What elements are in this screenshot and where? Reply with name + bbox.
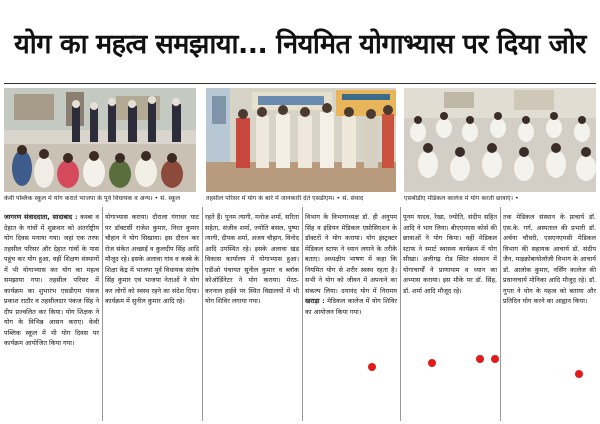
- photo-caption: एसबीडीए मेडिकल कालेज में योग करतीं छात्राएं। •: [404, 195, 519, 202]
- article-column-5: [403, 212, 497, 420]
- column-divider: [500, 207, 501, 421]
- body-text: योगाभ्यास कराया। दौराला गंगाधर घाट पर डॉक्टर्सी राजेश कुमार, निरत कुमार चौहान ने योग सिखाया। इस दौरान कर रोज संकेत अच्छाई व कुलदीप सिंह आदि मौजूद रहे। इसके अलावा गांव व कस्बे के शिक्षा केंद्र में भाजपा पूर्व विधायक संतोष सिंह कुमार एवं भाजपा नेताओं ने योग कर लोगों को स्वस्थ रहने का संदेश दिया। कार्यक्रम में सुनील कुमार आदि रहे।: [105, 213, 199, 305]
- dateline: खराड़ा :: [305, 297, 325, 305]
- body-text: तक मेडिकल संस्थान के प्राचार्य डॉ. एस.के. गर्ग, अस्पताल की प्रभारी डॉ. अर्चना चौधरी, एसएनएमसी मेडिकल विभाग की सहायक आचार्य डॉ. संदीप जैन, माइक्रोबायोलॉजी विभाग के आचार्य डॉ. आलोक कुमार, नर्सिंग कालेज की प्रधानाचार्य मोनिका आदि मौजूद रहे। डॉ. गुप्ता ने योग के महत्व को बताया और प्रतिदिन योग करने का आह्वान किया।: [503, 213, 596, 305]
- dateline: जागरण संवाददाता, सादाबाद :: [4, 213, 78, 221]
- body-text: कस्बा व देहात के गांवों में शुक्रवार को अंतर्राष्ट्रीय योग दिवस मनाया गया। जहां एक तरफ तहसील परिसर और देहात गांवों के पास पहुंच कर योग हुआ, वहीं शिक्षण संस्थानों में भी योगाभ्यास कर योग का महत्व समझाया गया। तहसील परिसर में कार्यक्रम का शुभारंभ एसडीएम पंकज प्रकाश राठौर व तहसीलदार पंकज सिंह ने दीप प्रज्वलित कर किया। योग शिक्षक ने योग के विभिन्न आसन कराए। केवी पब्लिक स्कूल में भी योग दिवस पर कार्यक्रम आयोजित किया गया।: [4, 213, 99, 347]
- subhead-text: दयानंद योग में निरामय: [341, 286, 397, 295]
- column-divider: [202, 207, 203, 421]
- body-text: मेडिकल कालेज में योग शिविर का आयोजन किया गया।: [305, 297, 397, 316]
- article-column-4: [305, 212, 397, 420]
- photo-caption: केवी पब्लिक स्कूल में योग कराते भाजपा के पूर्व विधायक व अन्य। • सं. स्कूल: [4, 195, 180, 202]
- photo-medical-college-yoga: [404, 88, 596, 192]
- column-divider: [102, 207, 103, 421]
- article-column-1: [4, 212, 99, 420]
- article-column-3: [205, 212, 299, 420]
- body-text: पूनम यादव, रेखा, ज्योति, संदीप सहित आदि ने भाग लिया। बीएएमएस कोर्स की छात्राओं ने योग किया। वहीं मेडिकल स्टाफ ने स्मार्ट स्वास्थ्य कार्यक्रम में योग सीखा। अलीगढ़ रोड स्थित संस्थान में योगाचार्यों ने प्राणायाम व ध्यान का अभ्यास कराया। इस मौके पर डॉ. सिंह, डॉ. शर्मा आदि मौजूद रहे।: [403, 213, 497, 295]
- highlight-marker: [368, 363, 376, 371]
- article-column-2: [105, 212, 199, 420]
- photo-kv-school-yoga: [4, 88, 196, 192]
- highlight-marker: [575, 370, 583, 378]
- highlight-marker: [491, 355, 499, 363]
- headline: योग का महत्व समझाया... नियमित योगाभ्यास पर दिया जोर: [4, 2, 596, 84]
- column-divider: [400, 207, 401, 421]
- body-text: रहते हैं। पूनम त्यागी, मनोज शर्मा, सरिता सहेता, संजीव शर्मा, ज्योति बंसल, पुष्पा त्यागी, दीपक शर्मा, अजय चौहान, विनोद आदि उपस्थित रहे। इसके अलावा खंड विकास कार्यालय में योगाभ्यास हुआ। एडीओ पंचायत सुनील कुमार व ब्लॉक कोऑर्डिनेटर ने योग कराया। मेरठ-करनाल हाईवे पर स्थित विद्यालयों में भी योग शिविर लगाया गया।: [205, 213, 299, 305]
- photo-caption: तहसील परिसर में योग के बारे में जानकारी देते एसडीएम। • सं. संवाद: [206, 195, 364, 202]
- article-column-6: [503, 212, 596, 420]
- highlight-marker: [476, 355, 484, 363]
- photo-tehsil-yoga: [206, 88, 396, 192]
- column-divider: [302, 207, 303, 421]
- highlight-marker: [428, 359, 436, 367]
- body-text: विभाग के विभागाध्यक्ष डॉ. ही अनुपम सिंह व इंडियन मेडिकल एसोसिएशन के डॉक्टरों ने योग कराया। योग इंस्ट्रक्टर मेडिकल स्टाफ ने ध्यान लगाने के तरीके बताए। अध्यक्षीय भाषण में कहा कि नियमित योग से शरीर स्वस्थ रहता है। सभी ने योग को जीवन में अपनाने का संकल्प लिया।: [305, 213, 397, 295]
